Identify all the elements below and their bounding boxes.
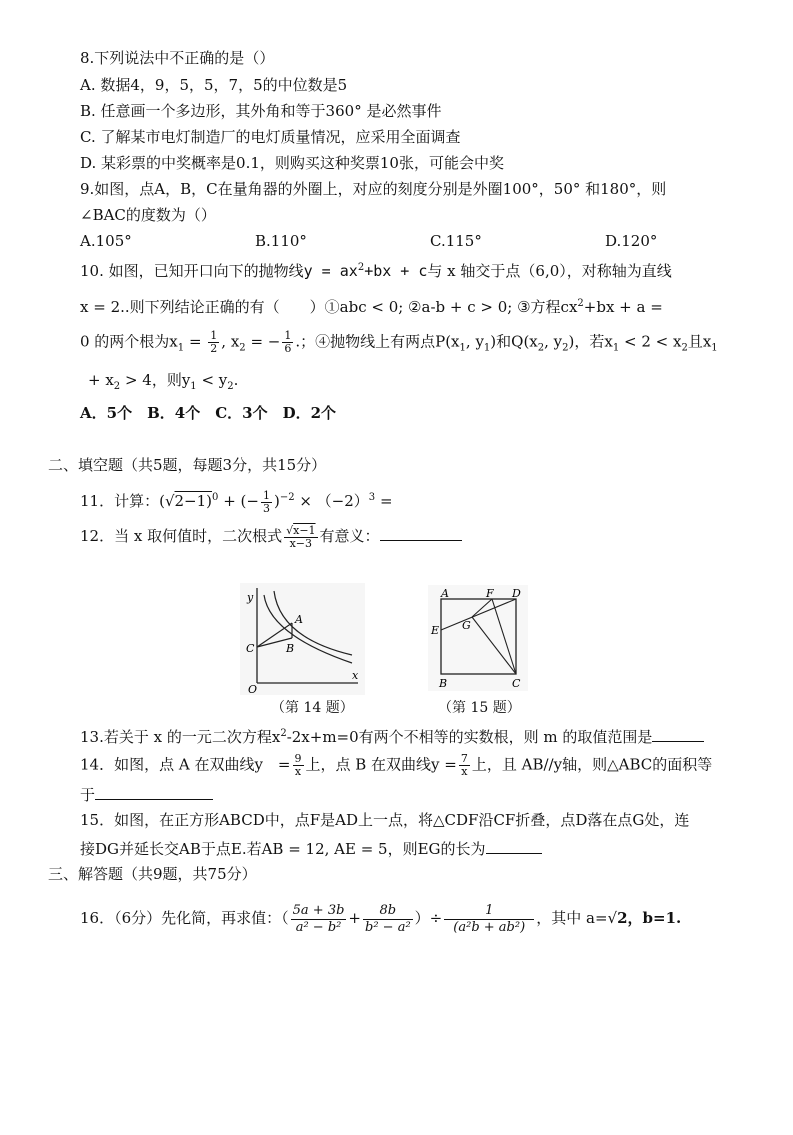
q11-text: ): [273, 492, 280, 510]
q16-text: 16．（6分）先化简，再求值：（: [80, 909, 289, 927]
q10-text: < 2 < x: [619, 332, 682, 351]
q12-text: 有意义：: [319, 527, 380, 545]
q9-option-c: C.115°: [430, 232, 482, 250]
q10-text: .；④抛物线上有两点P(x: [295, 332, 460, 351]
q10-text: 10. 如图，已知开口向下的抛物线: [80, 262, 304, 280]
q10-line2: [80, 294, 663, 317]
q9-option-b: B.110°: [255, 232, 307, 250]
frac-den: 6: [284, 342, 292, 355]
q9-option-d: D.120°: [605, 232, 658, 250]
figure-14: [240, 583, 365, 695]
label-f: F: [486, 587, 494, 600]
label-c: C: [246, 642, 255, 655]
q14-fraction-1: [293, 753, 304, 778]
frac-num: 1: [284, 329, 292, 342]
q10-exp: 2: [357, 262, 365, 273]
q14-text: 上，且 AB//y轴，则△ABC的面积等: [471, 755, 713, 774]
q15-text: 接DG并延长交AB于点E.若AB = 12, AE = 5，则EG的长为: [80, 840, 486, 858]
frac-num: 1: [210, 329, 218, 342]
q13-answer-blank[interactable]: [652, 725, 704, 742]
q8-option-a: A. 数据4，9，5，5，7，5的中位数是5: [80, 76, 348, 94]
q10-options: A．5个 B．4个 C．3个 D．2个: [80, 404, 337, 422]
q14-text: 于: [80, 786, 96, 804]
frac-num: 9: [294, 752, 302, 765]
q11-text: =: [375, 492, 393, 510]
frac-den: b² − a²: [365, 919, 411, 935]
figure-15-caption: （第 15 题）: [438, 700, 521, 716]
q10-fraction-1: [208, 330, 219, 355]
q10-line4: + $x_2 > 4$，则$y_1 < y_2$.: [88, 371, 239, 392]
q13: 13.若关于 x 的一元二次方程$x^2-2x+m=0$有两个不相等的实数根，则 m 的取值范围是: [80, 724, 704, 747]
q16-text: 2，b=1.: [617, 909, 682, 927]
frac-num: 1: [262, 488, 270, 502]
frac-den: x−3: [289, 536, 313, 550]
q16-fraction-3: [444, 903, 534, 936]
q15-line2: [80, 837, 542, 859]
label-g: G: [462, 619, 471, 632]
label-a: A: [295, 613, 303, 626]
q14-text: 14．如图，点 A 在双曲线y =: [80, 755, 291, 774]
figure-14-background: [240, 583, 365, 695]
q13-text: -2x+m=0有两个不相等的实数根，则 m 的取值范围是: [286, 728, 653, 746]
frac-num: √x−1: [286, 523, 316, 537]
q11-text: 11．计算：(: [80, 492, 165, 510]
sqrt-symbol: √: [607, 909, 618, 927]
frac-num: 1: [444, 903, 534, 920]
q12-answer-blank[interactable]: [380, 524, 462, 541]
label-a: A: [441, 587, 449, 600]
q8-option-c: C. 了解某市电灯制造厂的电灯质量情况，应采用全面调查: [80, 128, 461, 146]
q10-equation-rest: +bx + c: [364, 262, 428, 280]
q9-stem-line1: 9.如图，点A，B，C在量角器的外圈上，对应的刻度分别是外圈100°，50° 和180°，则: [80, 180, 667, 198]
q10-text: =: [188, 332, 207, 351]
label-y: y: [247, 591, 254, 604]
q12: [80, 524, 462, 550]
q14-text: 上，点 B 在双曲线y =: [305, 755, 457, 774]
q10-line3: 0 的两个根为$x_1$ = $\frac{1}{2}$ , $x_2$ = − $\frac{1}{6}$ .；④抛物线上有两点$P(x_1$, $y_1$)和$Q(x_2$, $y_2$)，若$x_1 < 2 < x_2$且$x_1$: [80, 329, 718, 355]
q10-text: )，若x: [568, 332, 613, 351]
q16-fraction-1: [291, 903, 347, 936]
frac-num: 7: [460, 752, 468, 765]
q11: 11．计算：$(√2-1)^0$ + (− $\frac{1}{3}$ )$^{-2} \times (-2)^3$ =: [80, 488, 393, 515]
q9-stem-line2: ∠BAC的度数为（）: [80, 206, 216, 224]
q10-text: = −: [250, 332, 281, 351]
sqrt-symbol: √: [164, 492, 175, 510]
figure-14-caption: （第 14 题）: [271, 700, 354, 716]
q10-exp: 2: [577, 298, 584, 309]
q9-option-a: A.105°: [80, 232, 132, 250]
q10-text: , y: [465, 332, 484, 351]
label-e: E: [431, 624, 440, 637]
q15-answer-blank[interactable]: [486, 837, 542, 854]
q11-text: + (−: [223, 492, 259, 510]
q8-stem: 8.下列说法中不正确的是（）: [80, 49, 275, 67]
q10-text: , y: [544, 332, 563, 351]
section-3-heading: 三、解答题（共9题，共75分）: [48, 865, 257, 883]
q10-text: +bx + a =: [583, 298, 663, 316]
q10-text: 0 的两个根为x: [80, 332, 178, 351]
q16-fraction-2: [363, 903, 413, 936]
q11-text: 2−1): [174, 492, 213, 510]
figure-15-background: [428, 585, 528, 691]
frac-den: x: [294, 765, 302, 778]
label-d: D: [512, 587, 521, 600]
q10-equation: y = ax: [303, 262, 358, 280]
q15-line1: 15．如图，在正方形ABCD中，点F是AD上一点，将△CDF沿CF折叠，点D落在点G处，连: [80, 811, 690, 829]
q14-fraction-2: [459, 753, 470, 778]
q8-option-b: B. 任意画一个多边形，其外角和等于360° 是必然事件: [80, 102, 442, 120]
frac-num: 8b: [363, 903, 413, 920]
q14-line2: [80, 783, 213, 805]
frac-den: 2: [210, 342, 218, 355]
frac-den: 3: [262, 501, 270, 515]
q10-text: )和Q(x: [490, 332, 538, 351]
q11-text: × （−2）: [299, 492, 369, 510]
q10-text: 且x: [687, 332, 712, 351]
q14-line1: [80, 753, 712, 778]
q16-text: +: [348, 909, 361, 927]
q10-line1: [80, 258, 672, 281]
q8-option-d: D. 某彩票的中奖概率是0.1，则购买这种奖票10张，可能会中奖: [80, 154, 504, 172]
q10-text: + x: [88, 371, 114, 389]
q10-fraction-2: [282, 330, 293, 355]
q10-text: 与 x 轴交于点（6,0），对称轴为直线: [427, 262, 672, 280]
q16: [80, 902, 681, 936]
q10-text: > 4，则y: [120, 371, 191, 389]
frac-den: x: [461, 765, 468, 778]
label-x: x: [352, 669, 359, 682]
q10-text: , x: [221, 332, 240, 351]
q11-fraction: [261, 490, 272, 515]
q12-fraction: [284, 525, 317, 550]
frac-num: 5a + 3b: [292, 902, 345, 918]
label-o: O: [248, 683, 258, 695]
frac-den: (a²b + ab²): [453, 919, 526, 935]
frac-den: a² − b²: [295, 919, 342, 935]
q16-text: ）÷: [414, 909, 443, 927]
label-c: C: [512, 677, 521, 690]
q10-text: .: [233, 371, 239, 389]
q12-text: 12．当 x 取何值时，二次根式: [80, 527, 283, 545]
label-b: B: [439, 677, 448, 690]
q14-answer-blank[interactable]: [95, 783, 213, 800]
q10-text: < y: [196, 371, 228, 389]
section-2-heading: 二、填空题（共5题，每题3分，共15分）: [48, 456, 327, 474]
q13-text: 13.若关于 x 的一元二次方程x: [80, 728, 281, 746]
q16-text: ，其中 a=: [536, 909, 608, 927]
label-b: B: [286, 642, 295, 655]
q10-text: x = 2..则下列结论正确的有（ ）①abc < 0; ②a-b + c > 0; ③方程cx: [80, 298, 578, 316]
figure-15: [428, 585, 528, 691]
radicand: x−1: [293, 523, 316, 537]
